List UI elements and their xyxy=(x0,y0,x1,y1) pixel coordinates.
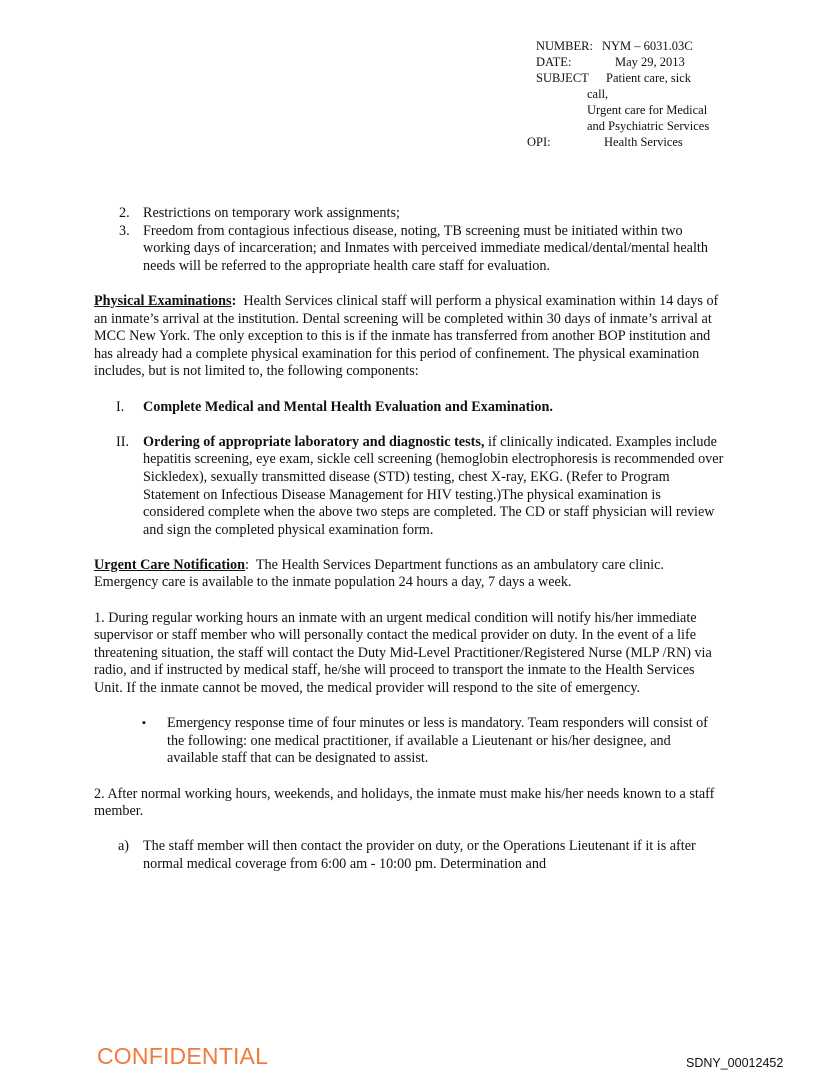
roman-item xyxy=(94,399,724,417)
list-item xyxy=(94,205,724,223)
subject-line-2: call, xyxy=(587,87,609,101)
subject-line-3: Urgent care for Medical xyxy=(587,103,708,117)
header-subject-cont-3 xyxy=(527,118,767,134)
header-number-row xyxy=(527,38,767,54)
number-value: NYM – 6031.03C xyxy=(602,39,693,53)
opi-label: OPI: xyxy=(527,135,551,149)
paragraph-1: 1. During regular working hours an inmate with an urgent medical condition will notify his/her immediate supervisor or staff member who will personally contact the medical provider on duty. In the event of a life threatening situation, the staff will contact the Duty Mid-Level Practitioner/Registered Nurse (MLP /RN) via radio, and if instructed by medical staff, he/she will proceed to transport the inmate to the Health Services Unit. If the inmate cannot be moved, the medical provider will respond to the site of emergency. xyxy=(94,609,712,697)
document-header xyxy=(527,38,767,150)
alpha-label: a) xyxy=(118,838,130,855)
header-subject-cont-1 xyxy=(527,86,767,102)
list-text: Restrictions on temporary work assignments; xyxy=(143,205,400,221)
paragraph-2: 2. After normal working hours, weekends, and holidays, the inmate must make his/her needs known to a staff member. xyxy=(94,785,715,820)
header-subject-cont-2 xyxy=(527,102,767,118)
urgent-care-heading: Urgent Care Notification xyxy=(94,556,246,573)
list-number: 3. xyxy=(119,222,130,239)
urgent-care-text: The Health Services Department functions as an ambulatory care clinic. Emergency care is available to the inmate population 24 hours a day, 7 days a week. xyxy=(94,556,664,591)
roman-item xyxy=(94,434,724,540)
document-body xyxy=(94,205,724,874)
physical-exams-colon: : xyxy=(231,292,237,309)
roman-number: II. xyxy=(116,433,129,450)
intro-list xyxy=(94,205,724,275)
header-subject-row xyxy=(527,70,767,86)
header-opi-row xyxy=(527,134,767,150)
alpha-item xyxy=(94,838,724,873)
number-label: NUMBER: xyxy=(536,39,593,53)
subject-label: SUBJECT xyxy=(536,71,589,85)
roman-number: I. xyxy=(116,398,125,415)
bullet-symbol: ▪ xyxy=(142,717,146,730)
opi-value: Health Services xyxy=(604,135,683,149)
bullet-text: Emergency response time of four minutes or less is mandatory. Team responders will consist of the following: one medical practitioner, if available a Lieutenant or his/her designee, and available staff that can be designated to assist. xyxy=(167,715,708,767)
list-number: 2. xyxy=(119,205,130,221)
urgent-care-colon: : xyxy=(245,556,249,573)
roman-text: if clinically indicated. Examples include hepatitis screening, eye exam, sickle cell screening (hemoglobin electrophoresis is recommended over Sickledex), sexually transmitted disease (STD) testing, chest X-ray, EKG. (Refer to Program Statement on Infectious Disease Management for HIV testing.)The physical examination is considered complete when the above two steps are completed. The CD or staff physician will review and sign the completed physical examination form. xyxy=(143,433,724,538)
bullet-item xyxy=(94,715,724,768)
urgent-care-paragraph xyxy=(94,557,724,592)
subject-line-4: and Psychiatric Services xyxy=(587,119,710,133)
subject-line-1: Patient care, sick xyxy=(606,71,692,85)
physical-exams-paragraph xyxy=(94,293,724,381)
date-label: DATE: xyxy=(536,55,572,69)
physical-exams-heading: Physical Examinations xyxy=(94,292,232,309)
list-item xyxy=(94,223,724,276)
date-value: May 29, 2013 xyxy=(615,55,685,69)
roman-bold-text: Complete Medical and Mental Health Evaluation and Examination. xyxy=(143,398,553,415)
list-text: Freedom from contagious infectious disease, noting, TB screening must be initiated within two working days of incarceration; and Inmates with perceived immediate medical/dental/mental health needs will be referred to the appropriate health care staff for evaluation. xyxy=(143,222,708,274)
alpha-text: The staff member will then contact the provider on duty, or the Operations Lieutenant if it is after normal medical coverage from 6:00 am - 10:00 pm. Determination and xyxy=(143,838,696,872)
confidential-stamp: CONFIDENTIAL xyxy=(97,1043,269,1069)
roman-bold-text: Ordering of appropriate laboratory and diagnostic tests, xyxy=(143,433,485,450)
bates-number: SDNY_00012452 xyxy=(686,1056,784,1070)
header-date-row xyxy=(527,54,767,70)
physical-exams-text: Health Services clinical staff will perform a physical examination within 14 days of an inmate’s arrival at the institution. Dental screening will be completed within 30 days of inmate’s arrival at MCC New York. The only exception to this is if the inmate has transferred from another BOP institution and has already had a complete physical examination for this period of confinement. The physical examination includes, but is not limited to, the following components: xyxy=(94,292,719,380)
